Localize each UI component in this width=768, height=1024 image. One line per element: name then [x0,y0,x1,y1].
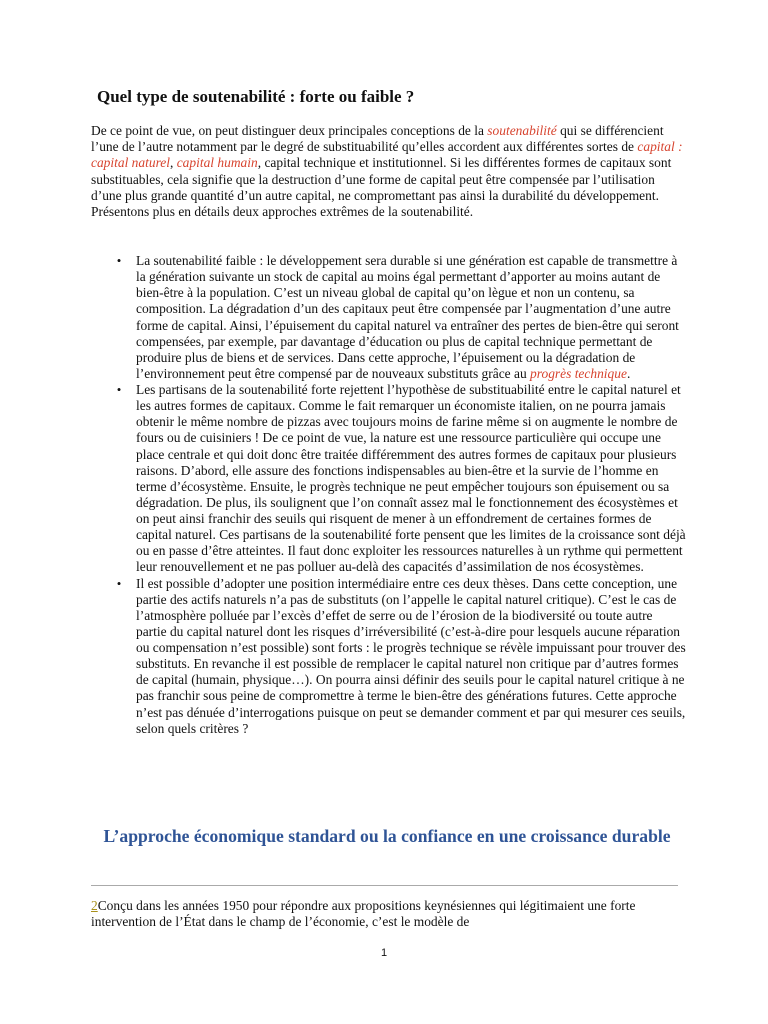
bullet-list [112,253,686,737]
list-item-soutenabilite-faible [112,253,686,382]
section-heading: L’approche économique standard ou la confiance en une croissance durable [103,826,671,846]
bullet-dot: • [116,382,122,397]
link-soutenabilite[interactable]: soutenabilité [487,123,557,138]
link-capital[interactable]: capital [637,139,675,155]
horizontal-divider [91,885,678,886]
bullet-text-end: . [626,365,631,381]
bullet-dot: • [116,253,122,268]
intro-text-1: De ce point de vue, on peut distinguer deux principales conceptions de la [91,123,488,138]
intro-text-5: , capital technique et institutionnel. Si les différentes formes de capitaux sont substituables, cela signifie que la destruction d’une forme de capital peut être compensée par l’utilisation d’une plus grande quantité d’un autre capital, ne compromettant pas ainsi la durabilité du développement. Présentons plus en détails deux approches extrêmes de la soutenabilité. [91,155,672,220]
paragraph-modele [91,898,683,930]
bullet-text: La soutenabilité faible : le développement sera durable si une génération est capable de transmettre à la génération suivante un stock de capital au moins égal permettant d’apporter au moins autant de bien-être à la population. C’est un niveau global de capital qu’on lègue et non un contenu, sa composition. La dégradation d’un des capitaux peut être compensée par l’augmentation d’une autre forme de capital. Ainsi, l’épuisement du capital naturel va entraîner des pertes de bien-être qui seront compensées, par exemple, par davantage d’éducation ou plus de capital technique permettant de produire plus de biens et de services. Dans cette approche, l’épuisement ou la dégradation de l’environnement peut être compensé par de nouveaux substituts grâce au [136,253,679,381]
bullet-dot: • [116,575,122,591]
link-progres-technique[interactable]: progrès technique [530,365,627,381]
bullet-text: Les partisans de la soutenabilité forte rejettent l’hypothèse de substituabilité entre le capital naturel et les autres formes de capitaux. Comme le fait remarquer un économiste italien, on ne pourra jamais obtenir le même nombre de pizzas avec toujours moins de farine même si on augmente le nombre de fours ou de cuisiniers ! De ce point de vue, la nature est une ressource particulière qui occupe une place centrale et qui doit donc être traitée différemment des autres formes de capitaux pour plusieurs raisons. D’abord, elle assure des fonctions indispensables au bien-être et la survie de l’homme en terme d’écosystème. Ensuite, le progrès technique ne peut empêcher toujours son épuisement ou sa dégradation. De plus, ils soulignent que l’on connaît assez mal le fonctionnement des écosystèmes et on peut ainsi franchir des seuils qui risquent de mener à un effondrement de certaines formes de capital naturel. Ces partisans de la soutenabilité forte pensent que les limites de la croissance sont déjà ou en passe d’être atteintes. Il faut donc exploiter les ressources naturelles à un rythme qui permettent leur renouvellement et ne pas polluer au-delà des capacités d’assimilation de nos écosystèmes. [136,382,686,575]
list-item-position-intermediaire [112,576,686,737]
list-item-soutenabilite-forte [112,382,686,576]
paragraph-text: Conçu dans les années 1950 pour répondre aux propositions keynésiennes qui légitimaient une forte intervention de l’État dans le champ de l’économie, c’est le modèle de [91,898,636,930]
page-title: Quel type de soutenabilité : forte ou faible ? [97,87,415,106]
page-number: 1 [380,947,388,959]
link-capital-naturel[interactable]: capital naturel [91,155,170,171]
intro-text-2: qui se différencient l’une de l’autre notamment par le degré de substituabilité qu’elles accordent aux différentes sortes de [91,123,664,155]
footnote-link[interactable]: 2 [91,898,98,913]
bullet-text: Il est possible d’adopter une position intermédiaire entre ces deux thèses. Dans cette conception, une partie des actifs naturels n’a pas de substituts (on l’appelle le capital naturel critique). C’est le cas de l’atmosphère polluée par l’excès d’effet de serre ou de l’érosion de la biodiversité ou toute autre partie du capital naturel dont les risques d’irréversibilité (c’est-à-dire pour lesquels aucune réparation ou compensation n’est possible) sont forts : le progrès technique se révèle impuissant pour trouver des substituts. En revanche il est possible de remplacer le capital naturel non critique par d’autres formes de capital (humain, physique…). On pourra ainsi définir des seuils pour le capital naturel critique à ne pas franchir sous peine de compromettre à terme le bien-être des générations futures. Cette approche n’est pas dénuée d’interrogations puisque on peut se demander comment et par qui mesurer ces seuils, selon quels critères ? [136,575,686,736]
intro-paragraph [91,123,683,220]
intro-text-3: : [674,139,683,155]
intro-text-4: , [170,155,177,171]
link-capital-humain[interactable]: capital humain [176,155,258,171]
